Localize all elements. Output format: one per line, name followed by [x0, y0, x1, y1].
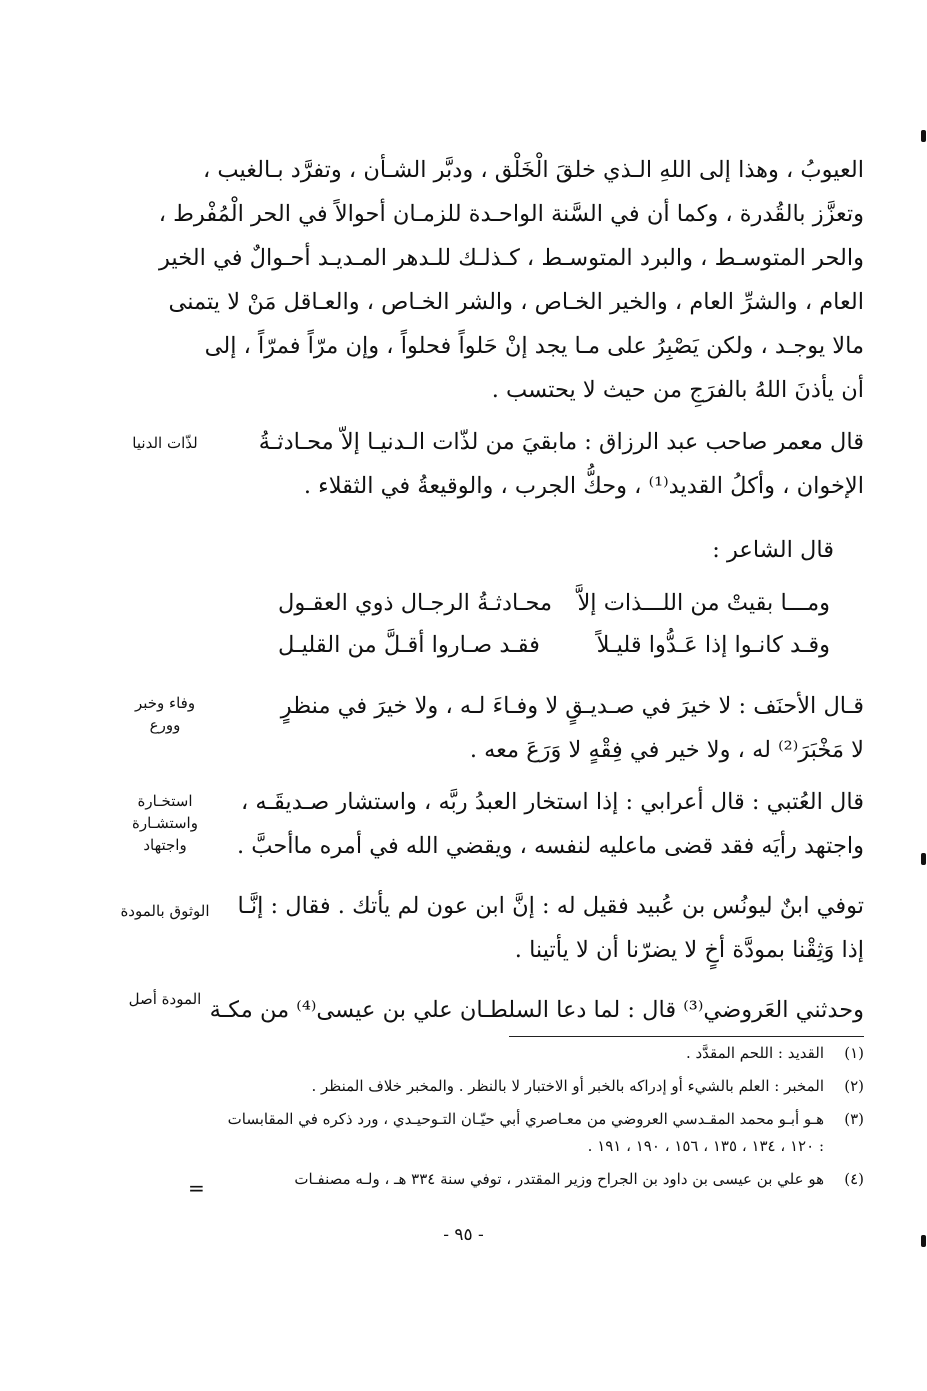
text-line: إذا وَثِقْنا بمودَّة أخٍ لا يضرّنا أن لا يأتينا .: [514, 937, 864, 963]
footnote-2: [224, 1073, 864, 1100]
text-line: لا مَخْبَرَ⁽²⁾ له ، ولا خير في فِقْهٍ لا وَرَعَ معه .: [469, 737, 864, 763]
footnote-text: المخبر : العلم بالشيء أو إدراكه بالخبر أو الاختبار لا بالنظر . والمخبر خلاف المنظر .: [311, 1077, 824, 1095]
footnote-number: (١): [844, 1044, 864, 1062]
verse-2-first-hemistich: وقـد كانـوا إذا عَـدُّوا قليـلاً: [596, 632, 830, 658]
margin-note-consultation: [115, 790, 215, 856]
text-line: قال معمر صاحب عبد الرزاق : مابقيَ من لذّات الـدنيـا إلاّ محـادثـةُ: [258, 429, 864, 455]
text-line: والحر المتوسـط ، والبرد المتوسـط ، كـذلـك للـدهر المـديـد أحـوالٌ في الخير: [159, 245, 864, 271]
verse-2-second-hemistich: فقـد صـاروا أقـلَّ من القليـل: [278, 632, 540, 658]
text-line: وتعزَّز بالقُدرة ، وكما أن في السَّنة الواحـدة للزمـان أحوالاً في الحر الْمُفْرط ،: [158, 201, 864, 227]
margin-note-text: واستشـارة: [132, 814, 198, 832]
paragraph-1: [158, 148, 864, 412]
footnote-text: هـو أبـو محمد المقـدسي العروضي من معـاصري أبي حيّـان التـوحيـدي ، ورد ذكره في المقابسات : ١٢٠ ، ١٣٤ ، ١٣٥ ، ١٥٦ ، ١٩٠ ، ١٩١ .: [227, 1110, 824, 1155]
footnote-number: (٣): [844, 1110, 864, 1128]
text-line: العيوبُ ، وهذا إلى اللهِ الـذي خلقَ الْخَلْق ، ودبَّر الشـأن ، وتفرَّد بـالغيب ،: [202, 157, 864, 183]
text-line: واجتهد رأيَه فقد قضى ماعليه لنفسه ، ويقضي الله في أمره ماأحبَّ .: [236, 833, 864, 859]
margin-note-text: المودة أصل: [128, 990, 202, 1008]
margin-note-text: استخـارة: [137, 792, 193, 810]
footnote-number: (٤): [844, 1170, 864, 1188]
footnote-number: (٢): [844, 1077, 864, 1095]
margin-note-text: واجتهاد: [143, 836, 187, 854]
page-number: - ٩٥ -: [443, 1225, 484, 1245]
margin-note-text: لذّات الدنيا: [132, 434, 198, 452]
paragraph-utbi: [238, 780, 864, 868]
footnote-separator: [509, 1036, 864, 1037]
margin-note-text: الوثوق بالمودة: [120, 902, 210, 920]
verse-1-second-hemistich: محـادثـةُ الرجـال ذوي العقـول: [278, 590, 553, 616]
text-line: مالا يوجـد ، ولكن يَصْبِرُ على مـا يجد إنْ حَلواً فحلواً ، وإن مرّاً فمرّاً ، إلى: [204, 333, 864, 359]
paragraph-yunus: [238, 884, 864, 972]
footnote-text: القديد : اللحم المقدَّد .: [685, 1044, 824, 1062]
margin-note-pleasures: [115, 432, 215, 454]
poem-intro: [238, 528, 864, 572]
paragraph-arudi: [209, 988, 864, 1032]
text-line: توفي ابنٌ ليونُس بن عُبيد فقيل له : إنَّ ابن عون لم يأتك . فقال : إنَّـا: [237, 893, 864, 919]
text-line: الإخوان ، وأكلُ القديد⁽¹⁾ ، وحكُّ الجرب ، والوقيعةُ في الثقلاء .: [303, 473, 864, 499]
paragraph-pleasures: [238, 420, 864, 508]
text-line: أن يأذنَ اللهُ بالفرَجِ من حيث لا يحتسب .: [491, 377, 864, 403]
footnote-3: [224, 1106, 864, 1160]
footnote-4: [224, 1166, 864, 1193]
footnote-1: [224, 1040, 864, 1067]
verse-1-first-hemistich: ومـــا بقيتْ من اللـــذات إلاَّ: [577, 590, 830, 616]
text-line: قـال الأحنَف : لا خيرَ في صـديـقٍ لا وفـاءَ لـه ، ولا خيرَ في منظرٍ: [280, 693, 864, 719]
continuation-mark: =: [188, 1176, 205, 1200]
margin-note-loyalty: [115, 692, 215, 736]
footnotes: [224, 1040, 864, 1199]
footnote-text: هو علي بن عيسى بن داود بن الجراح وزير المقتدر ، توفي سنة ٣٣٤ هـ ، ولـه مصنفـات: [294, 1170, 824, 1188]
margin-note-text: وورع: [149, 716, 181, 734]
text-line: قال العُتبي : قال أعرابي : إذا استخار العبدُ ربَّه ، واستشار صـديقَـه ،: [240, 789, 864, 815]
text-line: وحدثني العَروضي⁽³⁾ قال : لما دعا السلطـان علي بن عيسى⁽⁴⁾ من مكـة: [209, 997, 864, 1023]
margin-note-trust: [115, 900, 215, 922]
paragraph-ahnaf: [238, 684, 864, 772]
page-edge-mark: [921, 130, 926, 142]
text-line: قال الشاعر :: [712, 537, 834, 563]
page-edge-mark: [921, 853, 926, 865]
margin-note-affection: [115, 988, 215, 1010]
margin-note-text: وفاء وخبر: [134, 694, 196, 712]
text-line: العام ، والشرِّ العام ، والخير الخـاص ، والشر الخـاص ، والعـاقل مَنْ لا يتمنى: [168, 289, 864, 315]
